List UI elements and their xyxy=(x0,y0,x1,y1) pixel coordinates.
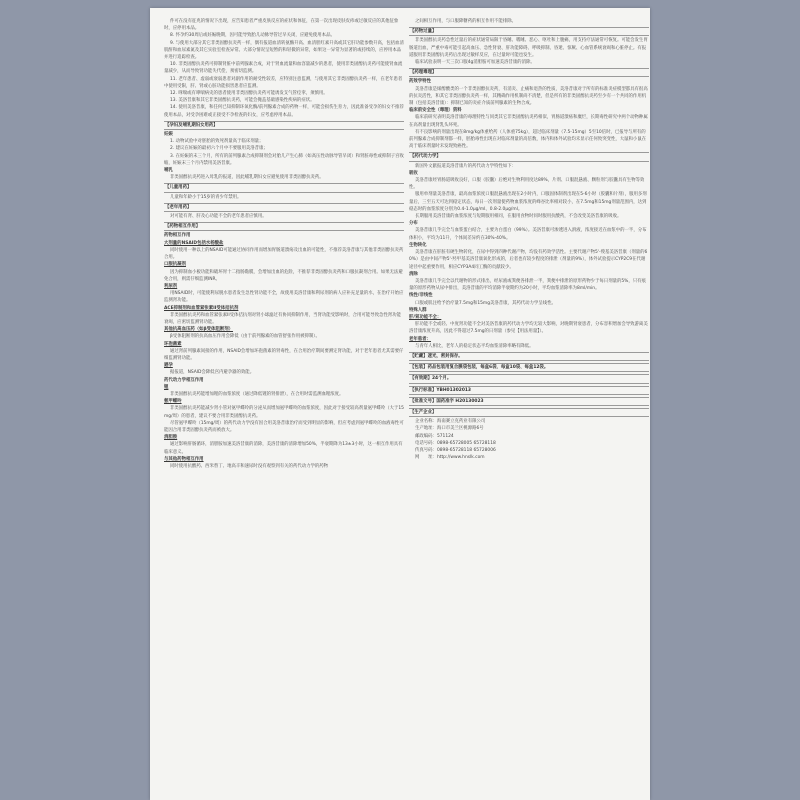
paragraph: 新国外文献报道美洛昔康片的药代动力学特性如下： xyxy=(415,163,516,169)
paragraph: β受体阻断剂的抗高血压作用会降低（由于前列腺素的血管舒张作用被抑制）。 xyxy=(170,334,320,340)
paragraph: 件可在没有征兆的情况下出现，应告知患者严重皮肤反应的症状和体征，在第一次出现皮肤皮疹或过敏反应的其他征象时，应停用本品。 xyxy=(164,19,399,32)
paragraph: 2. 建议在妊娠的最初六个月中不要服用美洛昔康； xyxy=(170,146,268,152)
paragraph: 美洛昔康是烯醇酸类的一个非类固醇抗炎药，有消炎、止痛和退热的性质，美洛昔康对于所有的标准炎症模型都具有很高的抗炎活性，和其它非类固醇抗炎药一样，其精确作用机制尚不清楚，但是所有的非类固醇抗炎药至少有一个共同的作用机制（包括美洛昔康）：抑制已知的炎症介质前列腺素的生物合成。 xyxy=(409,86,648,107)
subheading: 与其他药物相互作用 xyxy=(164,456,204,462)
right-text-column xyxy=(409,18,649,800)
paragraph: 有不良影响的剂量出现在8mg/kg体重给药（人体重75kg），超过临床剂量（7.5-15mg）5至10倍时，已报导与所有的前列腺素合成抑制剂都一样，胚胎毒性出现在对临床剂量的高倍数，体内和体外试验均未显示任何致突变性，大鼠和小鼠在高于临床剂量时未发现致癌性。 xyxy=(409,129,647,150)
paragraph: 企业名称：海南赛立克药业有限公司 xyxy=(415,419,486,425)
paragraph: 13. 美洛昔康和其它非类固醇抗炎药，可能会掩盖基础感染性疾病的症状。 xyxy=(170,98,315,104)
paragraph: 据报道，NSAID会降低宫内避孕器的效能。 xyxy=(170,370,255,376)
paragraph: 同时使用抗酸药、西米替丁、地高辛和速尿时没有观察到有关的药代动力学的药物 xyxy=(170,463,329,469)
section-heading: 【贮藏】遮光，密封保存。 xyxy=(409,352,649,361)
subheading: 药代动力学相互作用 xyxy=(164,377,204,383)
subheading: 其他抗高血压药（如β受体阻断剂） xyxy=(164,327,234,333)
section-heading: 【执行标准】YBH01302013 xyxy=(409,386,649,395)
subheading: 药物相互作用 xyxy=(164,233,191,239)
paragraph: 8. 怀孕约30周后或妊娠晚期，因可能导致胎儿动脉导管过早关闭，应避免使用本品。 xyxy=(170,33,335,39)
paragraph: 尽管氨甲蝶呤（15mg/周）的药代动力学没有因合用美洛昔康治疗而受到明显的影响，但应考虑到氨甲蝶呤的血液毒性可能因合用非类固醇抗炎药而被放大。 xyxy=(164,420,404,433)
section-heading: 【药代动力学】 xyxy=(409,152,649,161)
subheading: 锂 xyxy=(164,384,169,390)
section-heading: 【孕妇及哺乳期妇女用药】 xyxy=(164,121,404,130)
section-heading: 【老年用药】 xyxy=(164,203,404,212)
subheading: 药效学特性 xyxy=(409,79,431,85)
paragraph: 美洛昔康几乎完全与血浆蛋白结合，主要为白蛋白（99%）。美洛昔康可渗透进入滑液，浓度接近在血浆中的一半，分布体积小，平均为11升，个体间差异约在30%-40%。 xyxy=(409,228,647,241)
subheading: 避孕 xyxy=(164,363,173,369)
paragraph: 服用单剂量美洛昔康，最高血浆浓度口服混悬液出现在2小时内，口服固体制剂出现在5-6小时（胶囊和片剂），服用多剂量后，三至五天可达到稳定状态，每日一次剂量使药物血浆浓度的峰谷比率相对较小，在7.5mg和15mg剂量范围内，达到稳态时的血浆浓度分别为0.4-1.0μg/ml、0.8-2.0μg/ml。 xyxy=(409,192,647,212)
paragraph: 3. 在妊娠的末三个月，所有的前列腺素合成抑制剂会对胎儿产生心肺（如高压性动脉导管早闭）和肾脏毒性或抑制子宫收缩，妊娠末三个月内禁用美洛昔康。 xyxy=(164,153,404,166)
subheading: 分布 xyxy=(409,221,418,227)
section-heading: 【包装】药品包装用复合膜袋包装，每盒6袋、每盒10袋、每盒12袋。 xyxy=(409,363,649,372)
paragraph: 美洛昔康在肝脏有硬生物转化，在尿中得到四种代谢产物，均没有药效学活性。主要代谢产物5'-羧基美洛昔康（剂量的60%）是由中间产物5'-羟甲基美洛昔康氧化形成的，后者也有较少程度的排泄（剂量的9%），体外试验提示CYP2C9在代谢途径中起重要作用，相应CYP3A4同工酶的贡献较少。 xyxy=(409,250,648,270)
paragraph: 对可能有肾、肝及心功能不全的老年患者应慎用。 xyxy=(170,214,267,220)
paragraph: 美洛昔康经胃肠道吸收良好，口服（胶囊）后绝对生物利用度达89%，片剂、口服混悬液、颗粒剂与胶囊具有生物等效性。 xyxy=(409,178,645,191)
paragraph: 同时使用一种以上的NSAID可能通过协同作用而增加胃肠道溃疡及出血的可能性，不推荐美洛昔康与其他非类固醇抗炎药合用。 xyxy=(164,247,404,261)
subheading: 临床前安全性（毒理）资料 xyxy=(409,108,462,114)
paragraph: 长期服用美洛昔康的血浆浓度与短期服用相同，在服用食物时同时服用抗酸药，不会改变美洛昔康的吸收。 xyxy=(415,214,622,220)
paragraph: 非类固醇抗炎药能增加锂的血浆浓度（通过降低锂的肾排泄），在合用时需监测血锂浓度。 xyxy=(170,391,344,397)
paragraph: 通过影响肝肠循环，消胆胺加速美洛昔康的消除，美洛昔康的清除增加50%，半衰期降为13±3小时，这一相互作用具有临床意义。 xyxy=(164,442,403,455)
subheading: 特殊人群 xyxy=(409,307,427,313)
subheading: 肝/肾功能不全： xyxy=(409,314,442,320)
paragraph: 非类固醇抗炎药能减少肾小管对氨甲蝶呤的分泌从而增加氨甲蝶呤的血浆浓度，因此对于接受较高剂量氨甲蝶呤（大于15mg/周）的患者，建议不要合用非类固醇抗炎药。 xyxy=(164,406,404,419)
paragraph: 儿童和年龄小于15岁的青少年禁用。 xyxy=(170,194,242,200)
paragraph: 邮政编码：571124 xyxy=(415,433,454,439)
section-heading: 【有效期】24个月。 xyxy=(409,374,649,383)
paragraph: 9. 与使用大部分其它非类固醇抗炎药一样，偶有报道血清转氨酶升高、血清胆红素升高或其它肝功能参数升高，包括血清肌酐和血尿素氮及其它实验室检查异常。大部分情况呈短暂的和轻微的异常，如果这一异常为显著的或持续的，应停用本品并进行追踪检查。 xyxy=(164,40,404,61)
paragraph: 口服或肌注给予治疗量7.5mg和15mg美洛昔康，其药代动力学呈线性。 xyxy=(415,300,556,306)
subheading: 吸收 xyxy=(409,170,418,176)
paragraph: 1. 动物试验中对胚胎的致死剂量高于临床剂量； xyxy=(170,139,264,145)
paragraph: 非类固醇抗炎药和血管紧张素II受体拮抗剂对肾小球滤过有协同抑制作用，当肾功能受影响时，合用可能导致急性肾功能衰竭，应密切监测肾功能。 xyxy=(164,312,401,325)
paragraph: 非类固醇抗炎药急性过量后的症状通常局限于昏睡、嗜睡、恶心、呕吐和上腹痛，用支持疗法通常可恢复。可能会发生胃肠道出血，严重中毒可能引起高血压、急性肾衰、肝功能障碍、呼吸抑制、昏迷、惊厥、心血管系统衰竭和心脏停止。有报道服用非类固醇抗炎药后出现过敏样反应，在过量时可能也发生。 xyxy=(409,38,648,58)
subheading: 老年患者： xyxy=(409,336,431,342)
section-heading: 【药理毒理】 xyxy=(409,68,649,77)
section-heading: 【药物相互作用】 xyxy=(164,222,404,231)
paragraph: 网 址：http://www.hnslk.com xyxy=(415,455,485,461)
section-heading: 【生产企业】 xyxy=(409,408,649,417)
paragraph: 10. 非类固醇抗炎药可抑制肾脏中前列腺素合成，对于肾血流量和血容量减少的患者，使用非类固醇抗炎药可能使肾血流量减少，从而导致肾功能失代偿，须密切监测。 xyxy=(164,62,403,75)
subheading: 妊娠 xyxy=(164,132,173,138)
paragraph: 生产地址：海口市美兰区桃源路6号 xyxy=(415,426,484,432)
paragraph: 之间相互作用，与口服降糖药的相互作用不能排除。 xyxy=(415,19,516,24)
subheading: 氨甲蝶呤 xyxy=(164,399,182,405)
subheading: 利尿剂 xyxy=(164,283,178,289)
paragraph: 11. 老年患者、虚弱或衰弱患者对副作用的耐受性较差，应特别注意监测，与使用其它非类固醇抗炎药一样，在老年患者中使用受限，肝、肾或心脏功能损害患者应监测。 xyxy=(164,76,403,89)
subheading: 环孢菌素 xyxy=(164,341,182,347)
paragraph: 通过肾前列腺素间接的作用，NSAID会增加环孢菌素的肾毒性，在合用治疗期间要测定肾功能，对于老年患者尤其需要仔细监测肾功能。 xyxy=(164,348,404,361)
subheading: 线性/非线性 xyxy=(409,293,433,299)
paragraph: 传真号码：0898-65728118 65728006 xyxy=(415,447,496,453)
paragraph: 非类固醇抗炎药进入母乳的报道，因此哺乳期妇女应避免使用非类固醇抗炎药。 xyxy=(170,175,324,181)
subheading: 口服抗凝剂 xyxy=(164,262,186,268)
subheading: 生物转化 xyxy=(409,242,427,248)
subheading: 大剂量的NSAID包括水杨酸盐 xyxy=(164,240,224,246)
paragraph: 临床前研究表明美洛昔康的毒理特性与同类其它非类固醇抗炎药相似，胃肠道溃疡和糜烂，长期毒性研究中两个动物种属在高剂量出现肾乳头坏死。 xyxy=(409,115,648,128)
paragraph: 用NSAID时，可能使利尿脱水患者发生急性肾功能不全，故使用美洛昔康和利尿剂的病人应补充足量的水，在治疗开始应监测肾功能。 xyxy=(164,291,404,304)
leaflet-sheet xyxy=(150,8,650,800)
subheading: 消除 xyxy=(409,271,418,277)
paragraph: 与青年人相比，老年人的稳定状态平均血浆清除率略有降低。 xyxy=(415,343,534,349)
section-heading: 【药物过量】 xyxy=(409,27,649,36)
paragraph: 美洛昔康几乎完全以代谢物的形式排出，经尿液或粪便各排泄一半，粪便中排泄的原形药物少于每日剂量的5%，只有痕量的原形药物从尿中排出，美洛昔康的平均消除半衰期约为20小时，平均血浆清除率为8ml/min。 xyxy=(409,278,646,292)
section-heading: 【儿童用药】 xyxy=(164,183,404,192)
left-text-column xyxy=(164,18,404,800)
paragraph: 电话号码：0898-65728005 65728118 xyxy=(415,440,496,446)
section-heading: 【批准文号】国药准字 H20130023 xyxy=(409,397,649,406)
subheading: 消胆胺 xyxy=(164,435,178,441)
paragraph: 12. 哮喘或有哮喘病史的患者使用非类固醇抗炎药可能诱发支气管痉挛，须慎用。 xyxy=(170,91,328,97)
subheading: 哺乳 xyxy=(164,168,173,174)
paragraph: 14. 使用美洛昔康，和任何已知抑制环氧化酶/前列腺素合成的药物一样，可能会损伤生育力，因此准备受孕的妇女不推荐使用本品，对受孕困难或正接受不孕检查的妇女，应考虑停用本品。 xyxy=(164,105,404,118)
subheading: ACE抑制剂和血管紧张素II受体拮抗剂 xyxy=(164,305,239,311)
paragraph: 因为抑制血小板功能和破坏胃十二指肠黏膜，会增加出血的危险，不推荐非类固醇抗炎药和口服抗凝剂合用。如果无法避免合用，则需仔细监测INR。 xyxy=(164,269,403,282)
paragraph: 肝功能不全或轻、中度肾功能不全对美洛昔康的药代动力学均无较大影响，对晚期肾衰患者，分布容积增加会导致游离美洛昔康浓度升高，因此不得超过7.5mg的日剂量（参见【用法用量】）。 xyxy=(409,322,648,335)
paragraph: 临床试验表明一天三次口服4g消胆胺可加速美洛昔康的消除。 xyxy=(415,60,535,66)
